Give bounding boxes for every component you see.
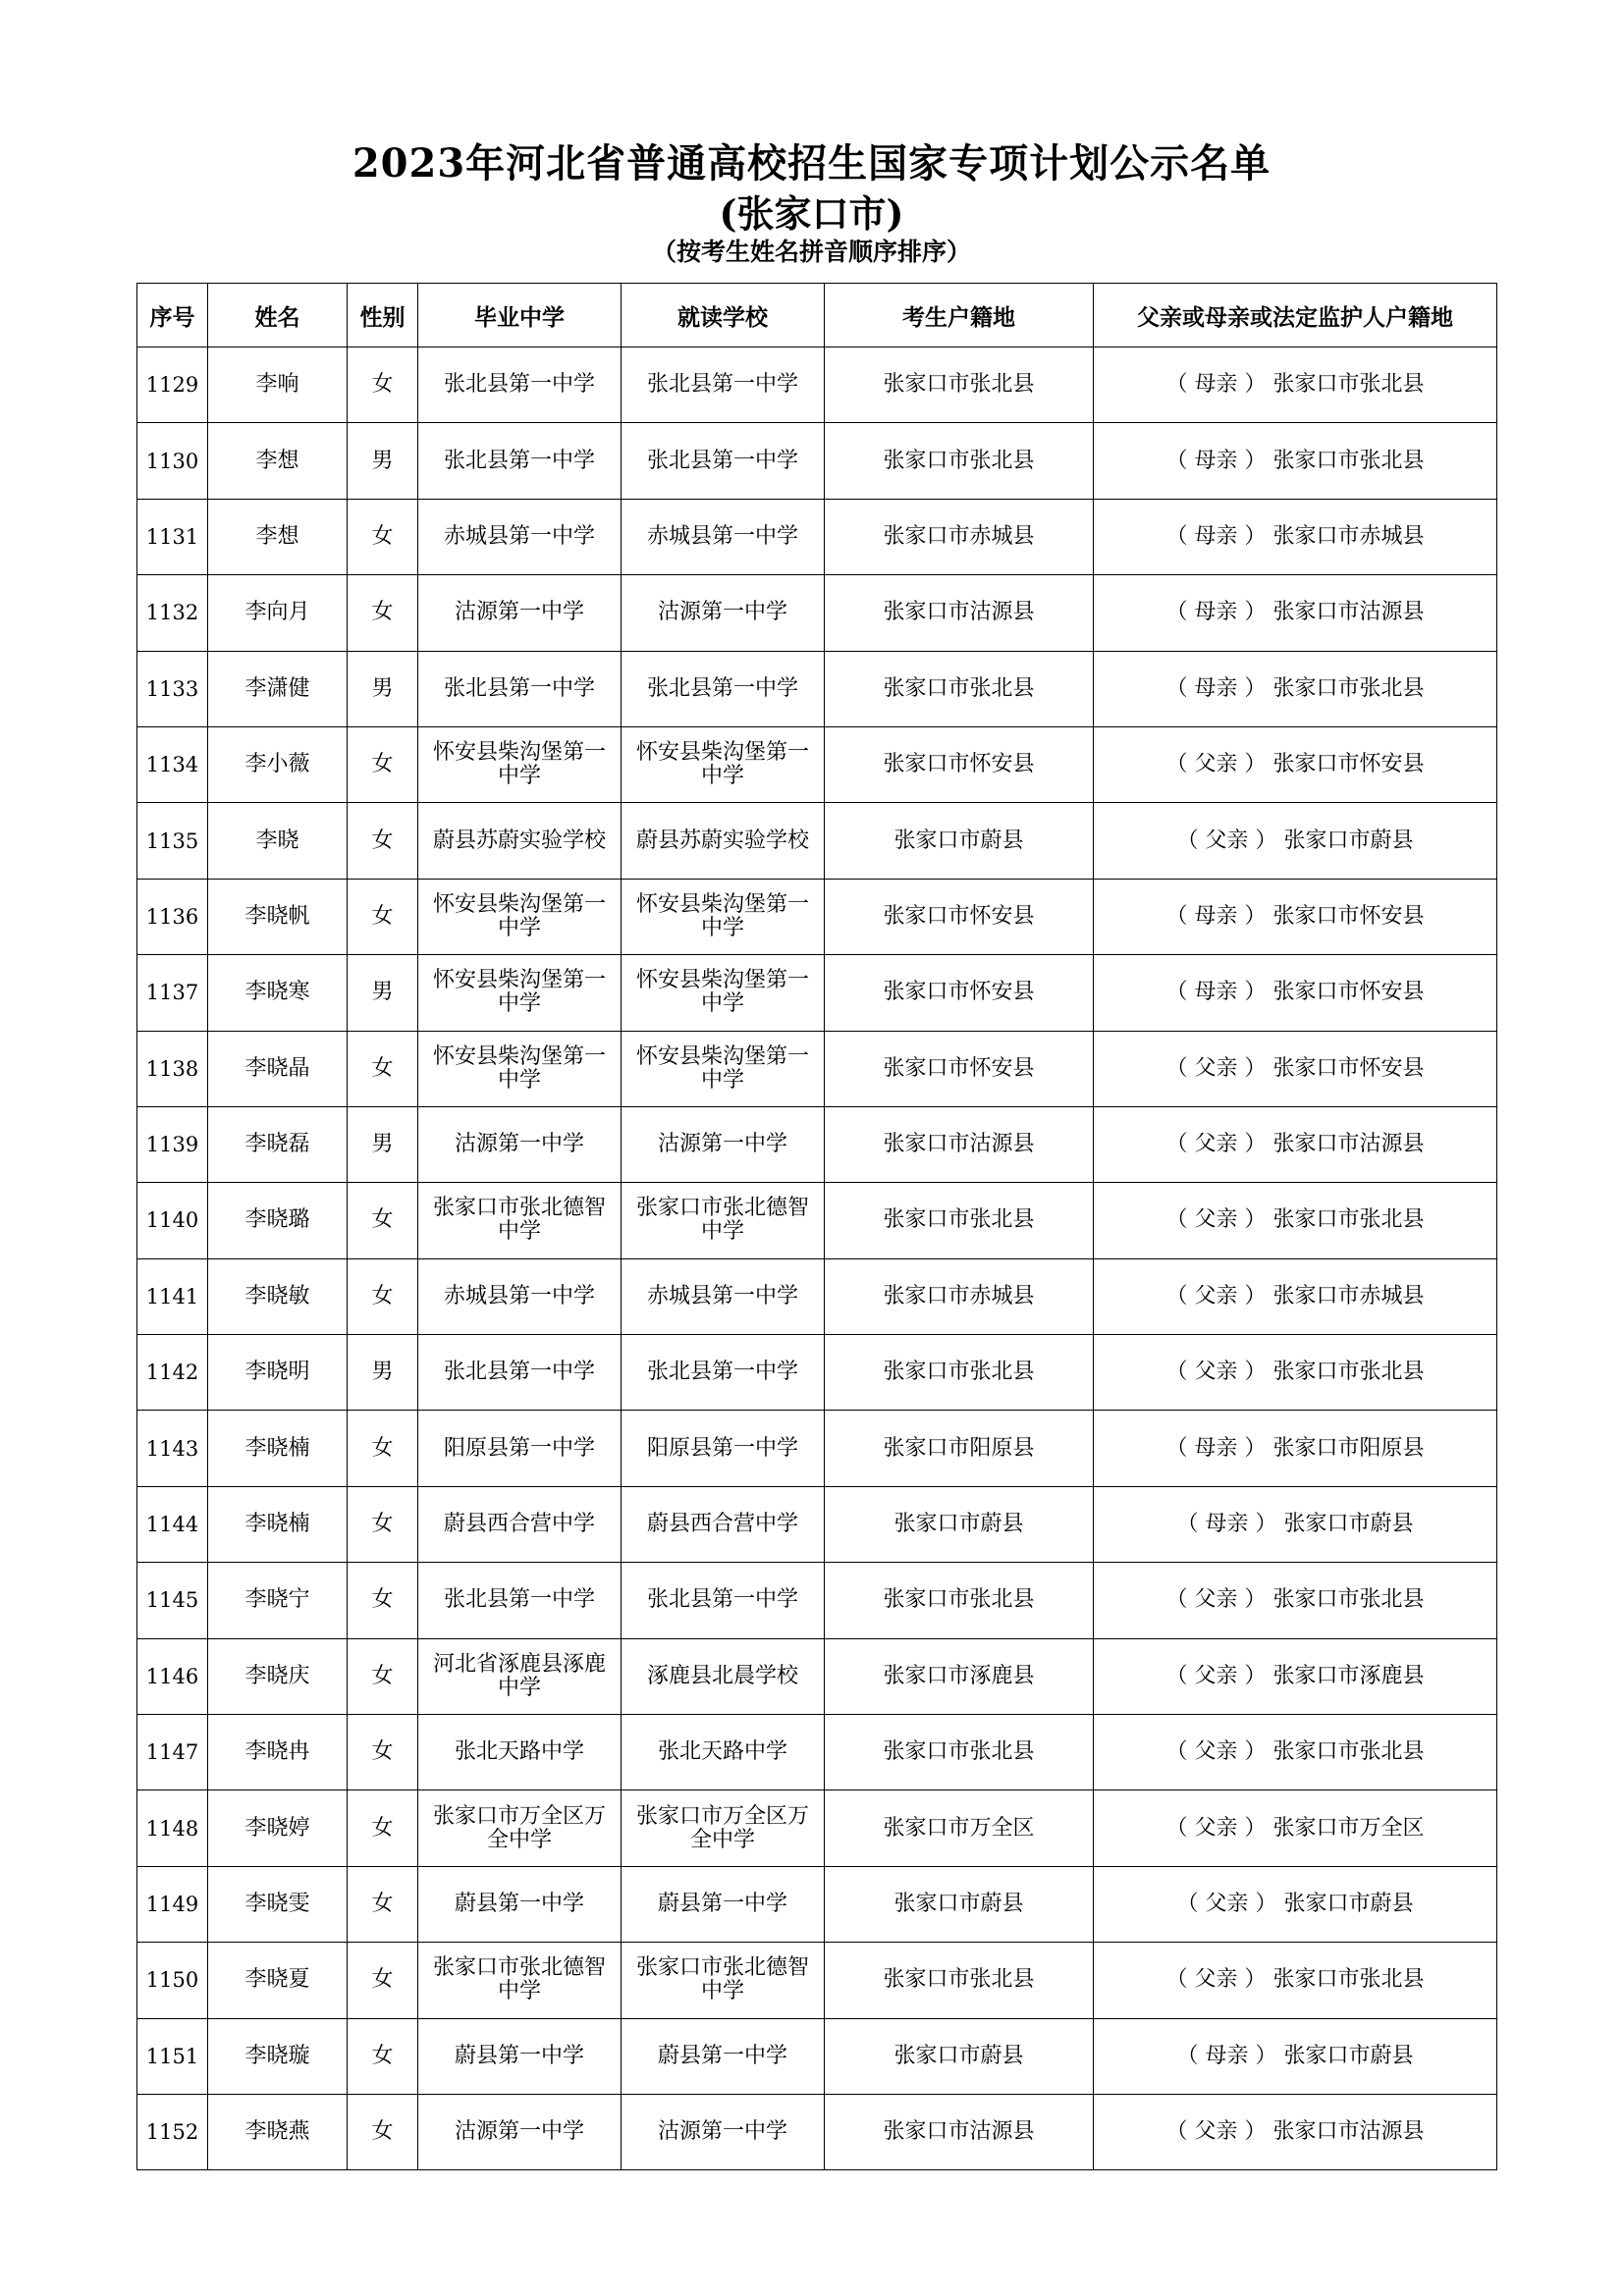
cell-name: 李向月: [208, 575, 348, 651]
table-row: [137, 1258, 1497, 1334]
cell-gender: 女: [348, 575, 418, 651]
cell-student-residence: 张家口市张北县: [825, 1715, 1094, 1790]
table-row: [137, 1411, 1497, 1486]
cell-graduated-school: 蔚县苏蔚实验学校: [418, 803, 622, 879]
table-row: [137, 1943, 1497, 2018]
cell-graduated-school: 张北县第一中学: [418, 347, 622, 423]
cell-current-school: 怀安县柴沟堡第一中学: [622, 726, 825, 802]
cell-current-school: 涿鹿县北晨学校: [622, 1638, 825, 1714]
table-row: [137, 1638, 1497, 1714]
header-index: 序号: [137, 284, 208, 347]
cell-guardian-residence: （ 父亲 ） 张家口市怀安县: [1094, 1031, 1497, 1106]
cell-name: 李晓磊: [208, 1106, 348, 1182]
cell-current-school: 蔚县第一中学: [622, 2018, 825, 2094]
cell-student-residence: 张家口市怀安县: [825, 879, 1094, 954]
header-name: 姓名: [208, 284, 348, 347]
cell-guardian-residence: （ 母亲 ） 张家口市张北县: [1094, 347, 1497, 423]
cell-student-residence: 张家口市张北县: [825, 1335, 1094, 1411]
cell-student-residence: 张家口市张北县: [825, 423, 1094, 499]
cell-gender: 女: [348, 1486, 418, 1562]
cell-current-school: 张北县第一中学: [622, 651, 825, 726]
cell-gender: 女: [348, 347, 418, 423]
cell-name: 李晓楠: [208, 1411, 348, 1486]
cell-index: 1147: [137, 1715, 208, 1790]
cell-current-school: 张北县第一中学: [622, 347, 825, 423]
cell-current-school: 蔚县第一中学: [622, 1866, 825, 1942]
table-row: [137, 1790, 1497, 1866]
cell-graduated-school: 张北天路中学: [418, 1715, 622, 1790]
table-row: [137, 347, 1497, 423]
cell-current-school: 张北天路中学: [622, 1715, 825, 1790]
table-row: [137, 2018, 1497, 2094]
cell-graduated-school: 赤城县第一中学: [418, 1258, 622, 1334]
cell-index: 1136: [137, 879, 208, 954]
cell-gender: 女: [348, 2094, 418, 2169]
table-row: [137, 423, 1497, 499]
cell-name: 李小薇: [208, 726, 348, 802]
cell-name: 李晓帆: [208, 879, 348, 954]
cell-index: 1134: [137, 726, 208, 802]
cell-student-residence: 张家口市怀安县: [825, 1031, 1094, 1106]
cell-index: 1138: [137, 1031, 208, 1106]
cell-current-school: 张北县第一中学: [622, 423, 825, 499]
cell-gender: 男: [348, 423, 418, 499]
cell-student-residence: 张家口市怀安县: [825, 726, 1094, 802]
cell-graduated-school: 蔚县第一中学: [418, 2018, 622, 2094]
cell-guardian-residence: （ 母亲 ） 张家口市怀安县: [1094, 955, 1497, 1031]
cell-student-residence: 张家口市张北县: [825, 347, 1094, 423]
cell-student-residence: 张家口市张北县: [825, 1943, 1094, 2018]
table-row: [137, 499, 1497, 574]
cell-index: 1140: [137, 1183, 208, 1258]
cell-guardian-residence: （ 父亲 ） 张家口市张北县: [1094, 1715, 1497, 1790]
cell-name: 李晓璐: [208, 1183, 348, 1258]
cell-student-residence: 张家口市张北县: [825, 651, 1094, 726]
page-subtitle: (张家口市): [719, 191, 904, 236]
cell-guardian-residence: （ 父亲 ） 张家口市张北县: [1094, 1943, 1497, 2018]
cell-student-residence: 张家口市张北县: [825, 1183, 1094, 1258]
cell-current-school: 怀安县柴沟堡第一中学: [622, 1031, 825, 1106]
cell-index: 1143: [137, 1411, 208, 1486]
cell-student-residence: 张家口市赤城县: [825, 499, 1094, 574]
page-title: 2023年河北省普通高校招生国家专项计划公示名单: [352, 140, 1271, 187]
table-row: [137, 955, 1497, 1031]
cell-gender: 女: [348, 1715, 418, 1790]
cell-student-residence: 张家口市阳原县: [825, 1411, 1094, 1486]
sort-note: （按考生姓名拼音顺序排序）: [651, 238, 971, 266]
cell-gender: 女: [348, 1866, 418, 1942]
header-guardian-residence: 父亲或母亲或法定监护人户籍地: [1094, 284, 1497, 347]
cell-index: 1137: [137, 955, 208, 1031]
header-gender: 性别: [348, 284, 418, 347]
cell-gender: 女: [348, 1790, 418, 1866]
table-row: [137, 879, 1497, 954]
cell-gender: 女: [348, 499, 418, 574]
cell-index: 1133: [137, 651, 208, 726]
cell-current-school: 张家口市张北德智中学: [622, 1183, 825, 1258]
header-current-school: 就读学校: [622, 284, 825, 347]
table-row: [137, 575, 1497, 651]
cell-current-school: 怀安县柴沟堡第一中学: [622, 879, 825, 954]
cell-name: 李晓寒: [208, 955, 348, 1031]
cell-index: 1131: [137, 499, 208, 574]
cell-current-school: 张北县第一中学: [622, 1563, 825, 1638]
table-row: [137, 1715, 1497, 1790]
cell-current-school: 蔚县西合营中学: [622, 1486, 825, 1562]
cell-index: 1150: [137, 1943, 208, 2018]
cell-gender: 女: [348, 1258, 418, 1334]
cell-index: 1149: [137, 1866, 208, 1942]
cell-graduated-school: 张家口市张北德智中学: [418, 1183, 622, 1258]
cell-student-residence: 张家口市张北县: [825, 1563, 1094, 1638]
cell-gender: 女: [348, 803, 418, 879]
cell-guardian-residence: （ 母亲 ） 张家口市沽源县: [1094, 575, 1497, 651]
cell-guardian-residence: （ 父亲 ） 张家口市沽源县: [1094, 2094, 1497, 2169]
cell-name: 李晓宁: [208, 1563, 348, 1638]
cell-guardian-residence: （ 母亲 ） 张家口市张北县: [1094, 651, 1497, 726]
cell-student-residence: 张家口市赤城县: [825, 1258, 1094, 1334]
cell-current-school: 赤城县第一中学: [622, 499, 825, 574]
cell-name: 李晓冉: [208, 1715, 348, 1790]
cell-graduated-school: 阳原县第一中学: [418, 1411, 622, 1486]
cell-guardian-residence: （ 父亲 ） 张家口市张北县: [1094, 1335, 1497, 1411]
table-row: [137, 1866, 1497, 1942]
cell-gender: 男: [348, 955, 418, 1031]
roster-table: [136, 283, 1497, 2170]
cell-index: 1135: [137, 803, 208, 879]
cell-graduated-school: 怀安县柴沟堡第一中学: [418, 726, 622, 802]
cell-gender: 女: [348, 726, 418, 802]
cell-name: 李晓璇: [208, 2018, 348, 2094]
cell-guardian-residence: （ 父亲 ） 张家口市张北县: [1094, 1563, 1497, 1638]
cell-index: 1151: [137, 2018, 208, 2094]
cell-guardian-residence: （ 父亲 ） 张家口市涿鹿县: [1094, 1638, 1497, 1714]
cell-graduated-school: 张北县第一中学: [418, 651, 622, 726]
cell-name: 李晓夏: [208, 1943, 348, 2018]
cell-name: 李晓婷: [208, 1790, 348, 1866]
cell-student-residence: 张家口市蔚县: [825, 1486, 1094, 1562]
cell-guardian-residence: （ 母亲 ） 张家口市赤城县: [1094, 499, 1497, 574]
cell-gender: 女: [348, 1183, 418, 1258]
header-graduated-school: 毕业中学: [418, 284, 622, 347]
cell-graduated-school: 蔚县西合营中学: [418, 1486, 622, 1562]
cell-gender: 男: [348, 1335, 418, 1411]
cell-graduated-school: 怀安县柴沟堡第一中学: [418, 879, 622, 954]
table-row: [137, 651, 1497, 726]
cell-current-school: 沽源第一中学: [622, 2094, 825, 2169]
cell-current-school: 沽源第一中学: [622, 1106, 825, 1182]
cell-name: 李潇健: [208, 651, 348, 726]
table-row: [137, 1563, 1497, 1638]
cell-name: 李晓明: [208, 1335, 348, 1411]
cell-student-residence: 张家口市怀安县: [825, 955, 1094, 1031]
cell-gender: 男: [348, 1106, 418, 1182]
cell-guardian-residence: （ 父亲 ） 张家口市蔚县: [1094, 803, 1497, 879]
cell-guardian-residence: （ 父亲 ） 张家口市沽源县: [1094, 1106, 1497, 1182]
cell-graduated-school: 河北省涿鹿县涿鹿中学: [418, 1638, 622, 1714]
cell-graduated-school: 沽源第一中学: [418, 1106, 622, 1182]
cell-graduated-school: 沽源第一中学: [418, 575, 622, 651]
cell-student-residence: 张家口市万全区: [825, 1790, 1094, 1866]
cell-student-residence: 张家口市沽源县: [825, 575, 1094, 651]
table-row: [137, 1183, 1497, 1258]
cell-guardian-residence: （ 父亲 ） 张家口市怀安县: [1094, 726, 1497, 802]
table-row: [137, 803, 1497, 879]
cell-guardian-residence: （ 母亲 ） 张家口市蔚县: [1094, 2018, 1497, 2094]
cell-name: 李想: [208, 499, 348, 574]
cell-student-residence: 张家口市沽源县: [825, 2094, 1094, 2169]
cell-student-residence: 张家口市蔚县: [825, 803, 1094, 879]
cell-current-school: 怀安县柴沟堡第一中学: [622, 955, 825, 1031]
cell-graduated-school: 张北县第一中学: [418, 423, 622, 499]
cell-index: 1139: [137, 1106, 208, 1182]
cell-index: 1142: [137, 1335, 208, 1411]
cell-index: 1146: [137, 1638, 208, 1714]
cell-gender: 女: [348, 2018, 418, 2094]
cell-graduated-school: 沽源第一中学: [418, 2094, 622, 2169]
cell-current-school: 蔚县苏蔚实验学校: [622, 803, 825, 879]
cell-guardian-residence: （ 母亲 ） 张家口市蔚县: [1094, 1486, 1497, 1562]
cell-gender: 女: [348, 1411, 418, 1486]
cell-graduated-school: 张北县第一中学: [418, 1563, 622, 1638]
cell-gender: 女: [348, 1031, 418, 1106]
cell-index: 1129: [137, 347, 208, 423]
table-row: [137, 1486, 1497, 1562]
cell-guardian-residence: （ 父亲 ） 张家口市蔚县: [1094, 1866, 1497, 1942]
cell-guardian-residence: （ 父亲 ） 张家口市赤城县: [1094, 1258, 1497, 1334]
cell-guardian-residence: （ 母亲 ） 张家口市怀安县: [1094, 879, 1497, 954]
table-row: [137, 2094, 1497, 2169]
cell-index: 1145: [137, 1563, 208, 1638]
cell-current-school: 张北县第一中学: [622, 1335, 825, 1411]
table-row: [137, 1031, 1497, 1106]
cell-student-residence: 张家口市蔚县: [825, 2018, 1094, 2094]
cell-graduated-school: 怀安县柴沟堡第一中学: [418, 955, 622, 1031]
cell-student-residence: 张家口市蔚县: [825, 1866, 1094, 1942]
cell-student-residence: 张家口市涿鹿县: [825, 1638, 1094, 1714]
cell-gender: 女: [348, 879, 418, 954]
cell-index: 1132: [137, 575, 208, 651]
cell-name: 李响: [208, 347, 348, 423]
cell-gender: 男: [348, 651, 418, 726]
cell-graduated-school: 张北县第一中学: [418, 1335, 622, 1411]
cell-name: 李晓: [208, 803, 348, 879]
cell-name: 李晓燕: [208, 2094, 348, 2169]
cell-graduated-school: 赤城县第一中学: [418, 499, 622, 574]
cell-graduated-school: 怀安县柴沟堡第一中学: [418, 1031, 622, 1106]
cell-name: 李晓楠: [208, 1486, 348, 1562]
cell-current-school: 张家口市万全区万全中学: [622, 1790, 825, 1866]
cell-index: 1144: [137, 1486, 208, 1562]
cell-name: 李晓晶: [208, 1031, 348, 1106]
cell-index: 1130: [137, 423, 208, 499]
cell-graduated-school: 张家口市张北德智中学: [418, 1943, 622, 2018]
cell-guardian-residence: （ 父亲 ） 张家口市张北县: [1094, 1183, 1497, 1258]
cell-graduated-school: 张家口市万全区万全中学: [418, 1790, 622, 1866]
cell-gender: 女: [348, 1638, 418, 1714]
cell-student-residence: 张家口市沽源县: [825, 1106, 1094, 1182]
cell-guardian-residence: （ 父亲 ） 张家口市万全区: [1094, 1790, 1497, 1866]
cell-name: 李晓庆: [208, 1638, 348, 1714]
cell-name: 李想: [208, 423, 348, 499]
table-row: [137, 1106, 1497, 1182]
cell-current-school: 阳原县第一中学: [622, 1411, 825, 1486]
cell-gender: 女: [348, 1943, 418, 2018]
cell-current-school: 赤城县第一中学: [622, 1258, 825, 1334]
table-row: [137, 1335, 1497, 1411]
cell-guardian-residence: （ 母亲 ） 张家口市张北县: [1094, 423, 1497, 499]
cell-index: 1141: [137, 1258, 208, 1334]
cell-current-school: 沽源第一中学: [622, 575, 825, 651]
cell-index: 1148: [137, 1790, 208, 1866]
cell-guardian-residence: （ 母亲 ） 张家口市阳原县: [1094, 1411, 1497, 1486]
table-header-row: [137, 284, 1497, 347]
table-row: [137, 726, 1497, 802]
cell-name: 李晓雯: [208, 1866, 348, 1942]
cell-graduated-school: 蔚县第一中学: [418, 1866, 622, 1942]
cell-name: 李晓敏: [208, 1258, 348, 1334]
cell-current-school: 张家口市张北德智中学: [622, 1943, 825, 2018]
cell-index: 1152: [137, 2094, 208, 2169]
header-student-residence: 考生户籍地: [825, 284, 1094, 347]
cell-gender: 女: [348, 1563, 418, 1638]
